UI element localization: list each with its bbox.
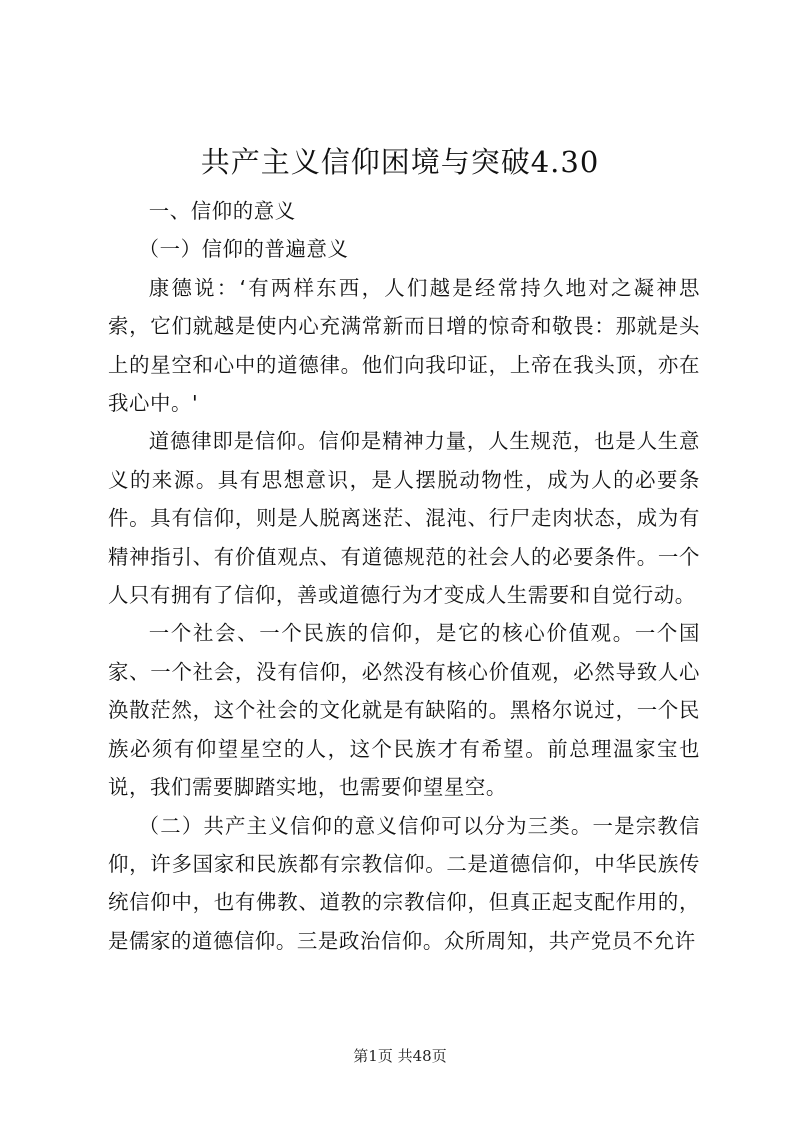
section-heading-1: 一、信仰的意义 xyxy=(148,199,296,223)
page-number-footer: 第1页 共48页 xyxy=(353,1047,447,1065)
subsection-heading-1: （一）信仰的普遍意义 xyxy=(138,237,349,262)
document-title: 共产主义信仰困境与突破4.30 xyxy=(200,145,600,179)
paragraph-communism-belief: （二）共产主义信仰的意义信仰可以分为三类。一是宗教信仰，许多国家和民族都有宗教信仰。二是道德信仰，中华民族传统信仰中，也有佛教、道教的宗教信仰，但真正起支配作用的，是儒家的道德信仰。三是政治信仰。众所周知，共产党员不允许 xyxy=(108,813,700,953)
paragraph-society-belief: 一个社会、一个民族的信仰，是它的核心价值观。一个国家、一个社会，没有信仰，必然没有核心价值观，必然导致人心涣散茫然，这个社会的文化就是有缺陷的。黑格尔说过，一个民族必须有仰望星空的人，这个民族才有希望。前总理温家宝也说，我们需要脚踏实地，也需要仰望星空。 xyxy=(108,621,700,800)
paragraph-moral-law: 道德律即是信仰。信仰是精神力量，人生规范，也是人生意义的来源。具有思想意识，是人摆脱动物性，成为人的必要条件。具有信仰，则是人脱离迷茫、混沌、行尸走肉状态，成为有精神指引、有价值观点、有道德规范的社会人的必要条件。一个人只有拥有了信仰，善或道德行为才变成人生需要和自觉行动。 xyxy=(108,429,700,608)
document-body xyxy=(108,192,700,960)
paragraph-kant-quote: 康德说：‘有两样东西，人们越是经常持久地对之凝神思索，它们就越是使内心充满常新而日增的惊奇和敬畏：那就是头上的星空和心中的道德律。他们向我印证，上帝在我头顶，亦在我心中。' xyxy=(108,275,700,416)
